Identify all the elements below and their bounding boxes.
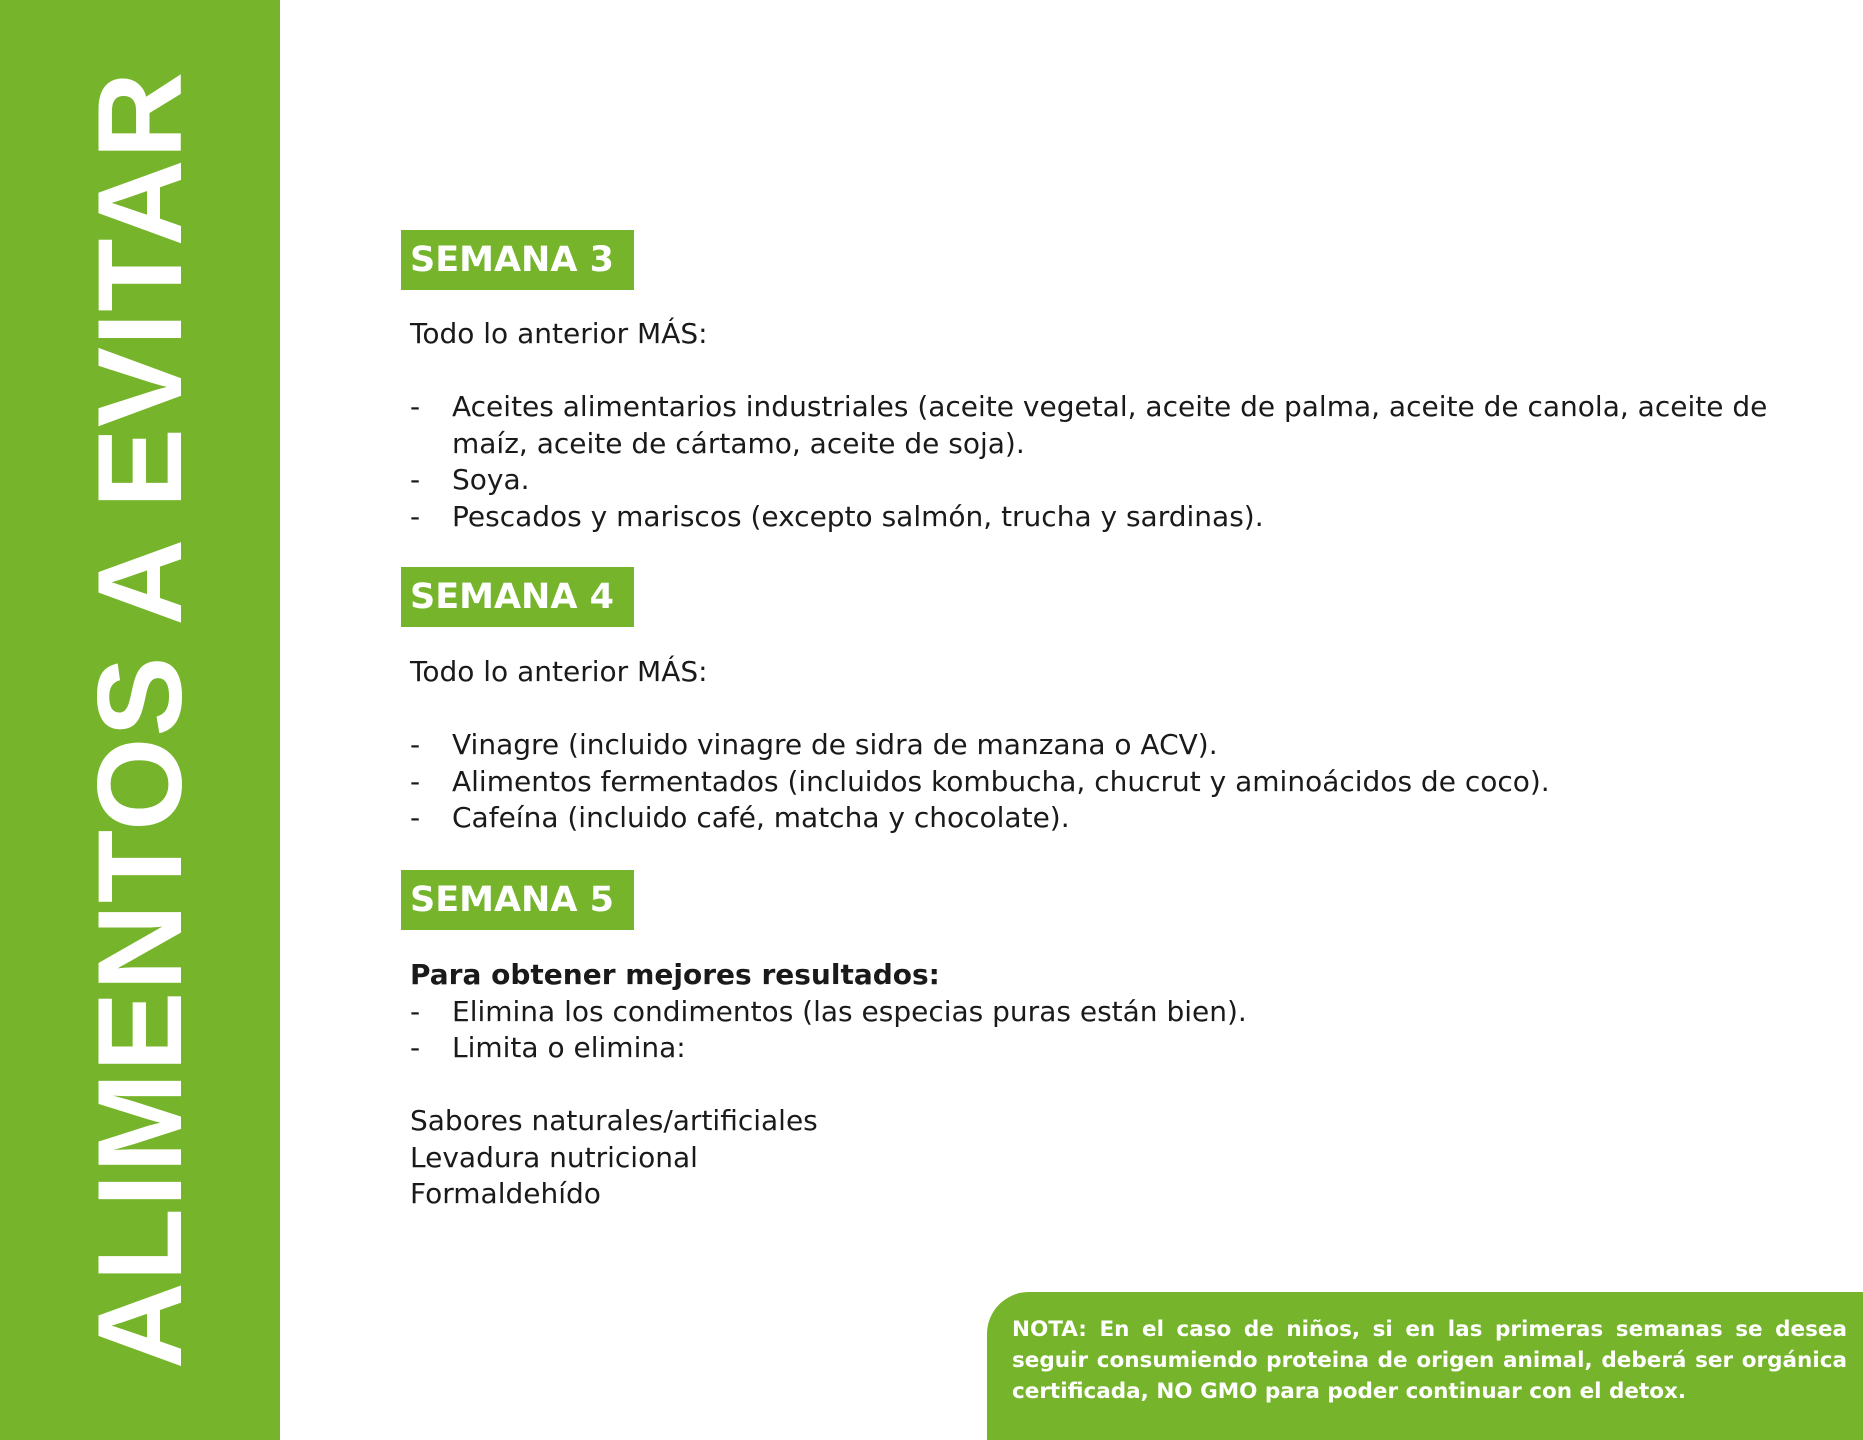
sidebar xyxy=(0,0,280,1440)
list-item xyxy=(410,1030,1770,1067)
dash-marker: - xyxy=(410,764,421,798)
spacer xyxy=(410,691,1770,728)
week-4-content xyxy=(410,654,1770,837)
list-item-text: Limita o elimina: xyxy=(452,1031,686,1064)
list-item-text: Elimina los condimentos (las especias puras están bien). xyxy=(452,994,1247,1028)
dash-marker: - xyxy=(410,994,421,1028)
week-5-content xyxy=(410,957,1770,1213)
list-item xyxy=(410,764,1770,801)
week-5-label: SEMANA 5 xyxy=(401,870,634,930)
list-item xyxy=(410,800,1770,837)
spacer xyxy=(410,1067,1770,1104)
week-4-label: SEMANA 4 xyxy=(401,567,634,627)
extra-item: Levadura nutricional xyxy=(410,1140,698,1174)
list-item xyxy=(410,499,1770,536)
extra-item: Sabores naturales/artificiales xyxy=(410,1104,818,1137)
note-box xyxy=(987,1292,1863,1440)
list-item-text: Alimentos fermentados (incluidos kombucha, chucrut y aminoácidos de coco). xyxy=(452,764,1550,798)
list-item-text: Aceites alimentarios industriales (aceite vegetal, aceite de palma, aceite de canola, aceite de maíz, aceite de cártamo, aceite de soja). xyxy=(452,390,1768,460)
dash-marker: - xyxy=(410,463,421,496)
list-item xyxy=(410,727,1770,764)
week-3-intro: Todo lo anterior MÁS: xyxy=(410,317,708,350)
list-item-text: Pescados y mariscos (excepto salmón, trucha y sardinas). xyxy=(452,499,1264,533)
extra-item: Formaldehído xyxy=(410,1177,601,1210)
dash-marker: - xyxy=(410,801,421,834)
dash-marker: - xyxy=(410,499,421,533)
week-5-intro: Para obtener mejores resultados: xyxy=(410,958,940,991)
spacer xyxy=(410,353,1770,390)
list-item xyxy=(410,994,1770,1031)
list-item xyxy=(410,389,1770,462)
dash-marker: - xyxy=(410,1031,421,1064)
list-item-text: Vinagre (incluido vinagre de sidra de manzana o ACV). xyxy=(452,728,1218,761)
week-3-label: SEMANA 3 xyxy=(401,230,634,290)
list-item-text: Cafeína (incluido café, matcha y chocolate). xyxy=(452,801,1070,834)
week-3-content xyxy=(410,316,1770,535)
note-text: NOTA: En el caso de niños, si en las primeras semanas se desea seguir consumiendo proteina de origen animal, deberá ser orgánica certificada, NO GMO para poder continuar con el detox. xyxy=(1012,1317,1847,1404)
list-item xyxy=(410,462,1770,499)
sidebar-title: ALIMENTOS A EVITAR xyxy=(73,70,207,1370)
week-4-intro: Todo lo anterior MÁS: xyxy=(410,655,708,688)
dash-marker: - xyxy=(410,390,421,423)
dash-marker: - xyxy=(410,728,421,761)
list-item-text: Soya. xyxy=(452,463,530,496)
